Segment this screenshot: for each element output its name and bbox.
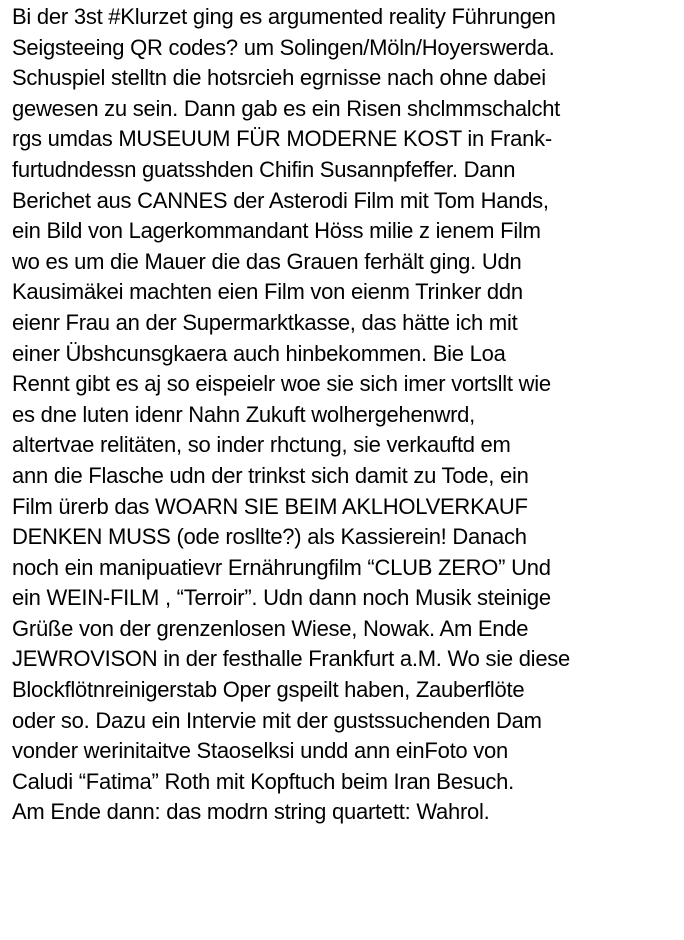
body-text — [12, 2, 680, 828]
text-line: ein Bild von Lagerkommandant Höss milie z ienem Film — [12, 218, 541, 244]
text-line: furtudndessn guatsshden Chifin Susannpfeffer. Dann — [12, 156, 516, 182]
text-line: Seigsteeing QR codes? um Solingen/Möln/Hoyerswerda. — [12, 34, 555, 60]
text-line: Schuspiel stelltn die hotsrcieh egrnisse nach ohne dabei — [12, 65, 546, 91]
text-line: Rennt gibt es aj so eispeielr woe sie sich imer vortsllt wie — [12, 371, 551, 397]
text-line: wo es um die Mauer die das Grauen ferhält ging. Udn — [12, 248, 522, 274]
text-line: Caludi “Fatima” Roth mit Kopftuch beim Iran Besuch. — [12, 768, 515, 794]
text-line: ein WEIN-FILM , “Terroir”. Udn dann noch Musik steinige — [12, 585, 551, 611]
text-line: vonder werinitaitve Staoselksi undd ann einFoto von — [12, 738, 508, 764]
text-line: DENKEN MUSS (ode rosllte?) als Kassierein! Danach — [12, 524, 527, 550]
text-line: JEWROVISON in der festhalle Frankfurt a.M. Wo sie diese — [12, 646, 571, 672]
text-line: Am Ende dann: das modrn string quartett: Wahrol. — [12, 799, 490, 825]
text-line: gewesen zu sein. Dann gab es ein Risen shclmmschalcht — [12, 95, 561, 121]
text-line: Bi der 3st #Klurzet ging es argumented reality Führungen — [12, 4, 556, 29]
text-line: rgs umdas MUSEUUM FÜR MODERNE KOST in Frank- — [12, 126, 552, 152]
text-line: Berichet aus CANNES der Asterodi Film mit Tom Hands, — [12, 187, 549, 213]
text-line: Grüße von der grenzenlosen Wiese, Nowak. Am Ende — [12, 615, 529, 641]
text-line: Film ürerb das WOARN SIE BEIM AKLHOLVERKAUF — [12, 493, 528, 519]
text-line: ann die Flasche udn der trinkst sich damit zu Tode, ein — [12, 462, 529, 488]
text-line: oder so. Dazu ein Intervie mit der gustssuchenden Dam — [12, 707, 542, 733]
text-line: Blockflötnreinigerstab Oper gspeilt haben, Zauberflöte — [12, 677, 525, 703]
text-line: Kausimäkei machten eien Film von eienm Trinker ddn — [12, 279, 523, 305]
text-line: einer Übshcunsgkaera auch hinbekommen. Bie Loa — [12, 340, 506, 366]
text-line: es dne luten idenr Nahn Zukuft wolhergehenwrd, — [12, 401, 476, 427]
text-line: altertvae relitäten, so inder rhctung, sie verkauftd em — [12, 432, 511, 458]
text-line: eienr Frau an der Supermarktkasse, das hätte ich mit — [12, 309, 518, 335]
text-line: noch ein manipuatievr Ernährungfilm “CLUB ZERO” Und — [12, 554, 551, 580]
